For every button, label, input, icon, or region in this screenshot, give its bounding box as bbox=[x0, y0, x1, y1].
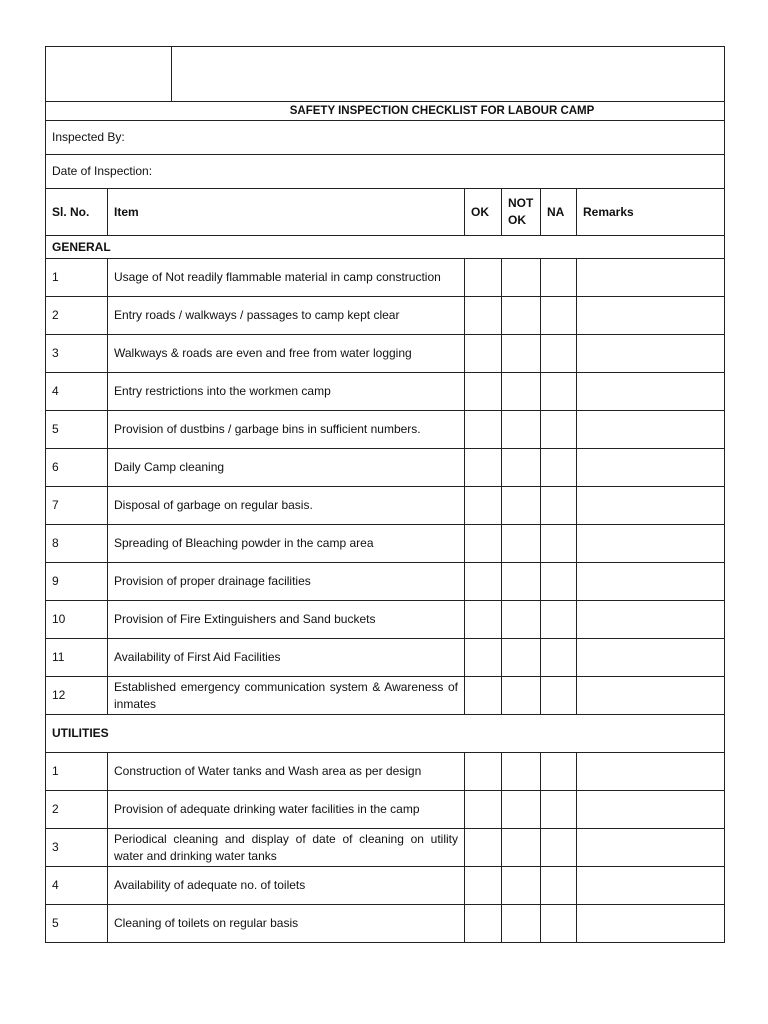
ok-checkbox-cell[interactable] bbox=[465, 905, 502, 943]
item-cell: Disposal of garbage on regular basis. bbox=[108, 487, 465, 525]
not-ok-checkbox-cell[interactable] bbox=[502, 487, 541, 525]
ok-checkbox-cell[interactable] bbox=[465, 791, 502, 829]
ok-checkbox-cell[interactable] bbox=[465, 601, 502, 639]
not-ok-checkbox-cell[interactable] bbox=[502, 867, 541, 905]
inspected-by-field[interactable]: Inspected By: bbox=[46, 121, 725, 155]
sl-no-cell: 1 bbox=[46, 753, 108, 791]
na-checkbox-cell[interactable] bbox=[541, 867, 577, 905]
item-cell: Provision of dustbins / garbage bins in sufficient numbers. bbox=[108, 411, 465, 449]
item-cell: Entry restrictions into the workmen camp bbox=[108, 373, 465, 411]
na-checkbox-cell[interactable] bbox=[541, 905, 577, 943]
header-sl-no: Sl. No. bbox=[46, 189, 108, 236]
sl-no-cell: 3 bbox=[46, 829, 108, 867]
ok-checkbox-cell[interactable] bbox=[465, 411, 502, 449]
header-na: NA bbox=[541, 189, 577, 236]
na-checkbox-cell[interactable] bbox=[541, 601, 577, 639]
sl-no-cell: 4 bbox=[46, 373, 108, 411]
not-ok-checkbox-cell[interactable] bbox=[502, 297, 541, 335]
remarks-cell[interactable] bbox=[577, 905, 725, 943]
na-checkbox-cell[interactable] bbox=[541, 639, 577, 677]
not-ok-checkbox-cell[interactable] bbox=[502, 905, 541, 943]
na-checkbox-cell[interactable] bbox=[541, 525, 577, 563]
date-of-inspection-field[interactable]: Date of Inspection: bbox=[46, 155, 725, 189]
item-cell: Provision of adequate drinking water facilities in the camp bbox=[108, 791, 465, 829]
not-ok-checkbox-cell[interactable] bbox=[502, 449, 541, 487]
logo-box bbox=[46, 47, 172, 101]
not-ok-checkbox-cell[interactable] bbox=[502, 411, 541, 449]
table-row bbox=[46, 297, 725, 335]
table-row bbox=[46, 525, 725, 563]
na-checkbox-cell[interactable] bbox=[541, 411, 577, 449]
section-row bbox=[46, 715, 725, 753]
not-ok-checkbox-cell[interactable] bbox=[502, 259, 541, 297]
sl-no-cell: 4 bbox=[46, 867, 108, 905]
remarks-cell[interactable] bbox=[577, 449, 725, 487]
na-checkbox-cell[interactable] bbox=[541, 487, 577, 525]
sl-no-cell: 12 bbox=[46, 677, 108, 715]
item-cell: Availability of adequate no. of toilets bbox=[108, 867, 465, 905]
ok-checkbox-cell[interactable] bbox=[465, 639, 502, 677]
header-ok: OK bbox=[465, 189, 502, 236]
ok-checkbox-cell[interactable] bbox=[465, 335, 502, 373]
remarks-cell[interactable] bbox=[577, 563, 725, 601]
not-ok-checkbox-cell[interactable] bbox=[502, 563, 541, 601]
sl-no-cell: 5 bbox=[46, 905, 108, 943]
na-checkbox-cell[interactable] bbox=[541, 753, 577, 791]
sl-no-cell: 5 bbox=[46, 411, 108, 449]
remarks-cell[interactable] bbox=[577, 335, 725, 373]
remarks-cell[interactable] bbox=[577, 297, 725, 335]
ok-checkbox-cell[interactable] bbox=[465, 297, 502, 335]
table-row bbox=[46, 791, 725, 829]
ok-checkbox-cell[interactable] bbox=[465, 677, 502, 715]
item-cell: Cleaning of toilets on regular basis bbox=[108, 905, 465, 943]
ok-checkbox-cell[interactable] bbox=[465, 867, 502, 905]
ok-checkbox-cell[interactable] bbox=[465, 563, 502, 601]
remarks-cell[interactable] bbox=[577, 487, 725, 525]
section-title: GENERAL bbox=[46, 236, 725, 259]
ok-checkbox-cell[interactable] bbox=[465, 525, 502, 563]
item-cell: Entry roads / walkways / passages to camp kept clear bbox=[108, 297, 465, 335]
ok-checkbox-cell[interactable] bbox=[465, 487, 502, 525]
table-row bbox=[46, 677, 725, 715]
not-ok-checkbox-cell[interactable] bbox=[502, 753, 541, 791]
remarks-cell[interactable] bbox=[577, 411, 725, 449]
na-checkbox-cell[interactable] bbox=[541, 373, 577, 411]
table-row bbox=[46, 411, 725, 449]
item-cell: Periodical cleaning and display of date of cleaning on utility water and drinking water tanks bbox=[108, 829, 465, 867]
sl-no-cell: 11 bbox=[46, 639, 108, 677]
ok-checkbox-cell[interactable] bbox=[465, 449, 502, 487]
ok-checkbox-cell[interactable] bbox=[465, 373, 502, 411]
remarks-cell[interactable] bbox=[577, 677, 725, 715]
table-row bbox=[46, 563, 725, 601]
remarks-cell[interactable] bbox=[577, 867, 725, 905]
date-row bbox=[46, 155, 725, 189]
not-ok-checkbox-cell[interactable] bbox=[502, 335, 541, 373]
remarks-cell[interactable] bbox=[577, 829, 725, 867]
na-checkbox-cell[interactable] bbox=[541, 297, 577, 335]
table-row bbox=[46, 753, 725, 791]
item-cell: Spreading of Bleaching powder in the camp area bbox=[108, 525, 465, 563]
not-ok-checkbox-cell[interactable] bbox=[502, 677, 541, 715]
sl-no-cell: 3 bbox=[46, 335, 108, 373]
not-ok-checkbox-cell[interactable] bbox=[502, 639, 541, 677]
not-ok-checkbox-cell[interactable] bbox=[502, 829, 541, 867]
table-row bbox=[46, 867, 725, 905]
page-title: SAFETY INSPECTION CHECKLIST FOR LABOUR CAMP bbox=[46, 102, 725, 121]
remarks-cell[interactable] bbox=[577, 259, 725, 297]
table-row bbox=[46, 487, 725, 525]
sl-no-cell: 1 bbox=[46, 259, 108, 297]
na-checkbox-cell[interactable] bbox=[541, 259, 577, 297]
sl-no-cell: 6 bbox=[46, 449, 108, 487]
header-remarks: Remarks bbox=[577, 189, 725, 236]
item-cell: Daily Camp cleaning bbox=[108, 449, 465, 487]
inspected-by-row bbox=[46, 121, 725, 155]
table-row bbox=[46, 335, 725, 373]
na-checkbox-cell[interactable] bbox=[541, 677, 577, 715]
table-row bbox=[46, 373, 725, 411]
na-checkbox-cell[interactable] bbox=[541, 563, 577, 601]
header-item: Item bbox=[108, 189, 465, 236]
header-box bbox=[172, 47, 724, 101]
na-checkbox-cell[interactable] bbox=[541, 791, 577, 829]
table-row bbox=[46, 601, 725, 639]
table-row bbox=[46, 829, 725, 867]
remarks-cell[interactable] bbox=[577, 525, 725, 563]
na-checkbox-cell[interactable] bbox=[541, 829, 577, 867]
remarks-cell[interactable] bbox=[577, 601, 725, 639]
table-row bbox=[46, 259, 725, 297]
na-checkbox-cell[interactable] bbox=[541, 335, 577, 373]
remarks-cell[interactable] bbox=[577, 791, 725, 829]
sl-no-cell: 9 bbox=[46, 563, 108, 601]
sl-no-cell: 2 bbox=[46, 297, 108, 335]
item-cell: Provision of proper drainage facilities bbox=[108, 563, 465, 601]
na-checkbox-cell[interactable] bbox=[541, 449, 577, 487]
table-row bbox=[46, 639, 725, 677]
item-cell: Usage of Not readily flammable material in camp construction bbox=[108, 259, 465, 297]
sl-no-cell: 2 bbox=[46, 791, 108, 829]
section-row bbox=[46, 236, 725, 259]
ok-checkbox-cell[interactable] bbox=[465, 753, 502, 791]
remarks-cell[interactable] bbox=[577, 753, 725, 791]
sl-no-cell: 7 bbox=[46, 487, 108, 525]
item-cell: Walkways & roads are even and free from water logging bbox=[108, 335, 465, 373]
not-ok-checkbox-cell[interactable] bbox=[502, 791, 541, 829]
header-row bbox=[46, 189, 725, 236]
item-cell: Provision of Fire Extinguishers and Sand buckets bbox=[108, 601, 465, 639]
sl-no-cell: 10 bbox=[46, 601, 108, 639]
item-cell: Construction of Water tanks and Wash area as per design bbox=[108, 753, 465, 791]
sl-no-cell: 8 bbox=[46, 525, 108, 563]
not-ok-checkbox-cell[interactable] bbox=[502, 373, 541, 411]
table-row bbox=[46, 905, 725, 943]
checklist-table bbox=[45, 46, 725, 943]
item-cell: Established emergency communication system & Awareness of inmates bbox=[108, 677, 465, 715]
ok-checkbox-cell[interactable] bbox=[465, 829, 502, 867]
not-ok-checkbox-cell[interactable] bbox=[502, 525, 541, 563]
title-row bbox=[46, 102, 725, 121]
header-not-ok: NOT OK bbox=[502, 189, 541, 236]
checklist-sheet bbox=[45, 46, 724, 943]
remarks-cell[interactable] bbox=[577, 639, 725, 677]
ok-checkbox-cell[interactable] bbox=[465, 259, 502, 297]
table-row bbox=[46, 449, 725, 487]
logo-row bbox=[46, 47, 725, 102]
remarks-cell[interactable] bbox=[577, 373, 725, 411]
item-cell: Availability of First Aid Facilities bbox=[108, 639, 465, 677]
not-ok-checkbox-cell[interactable] bbox=[502, 601, 541, 639]
section-title: UTILITIES bbox=[46, 715, 725, 753]
